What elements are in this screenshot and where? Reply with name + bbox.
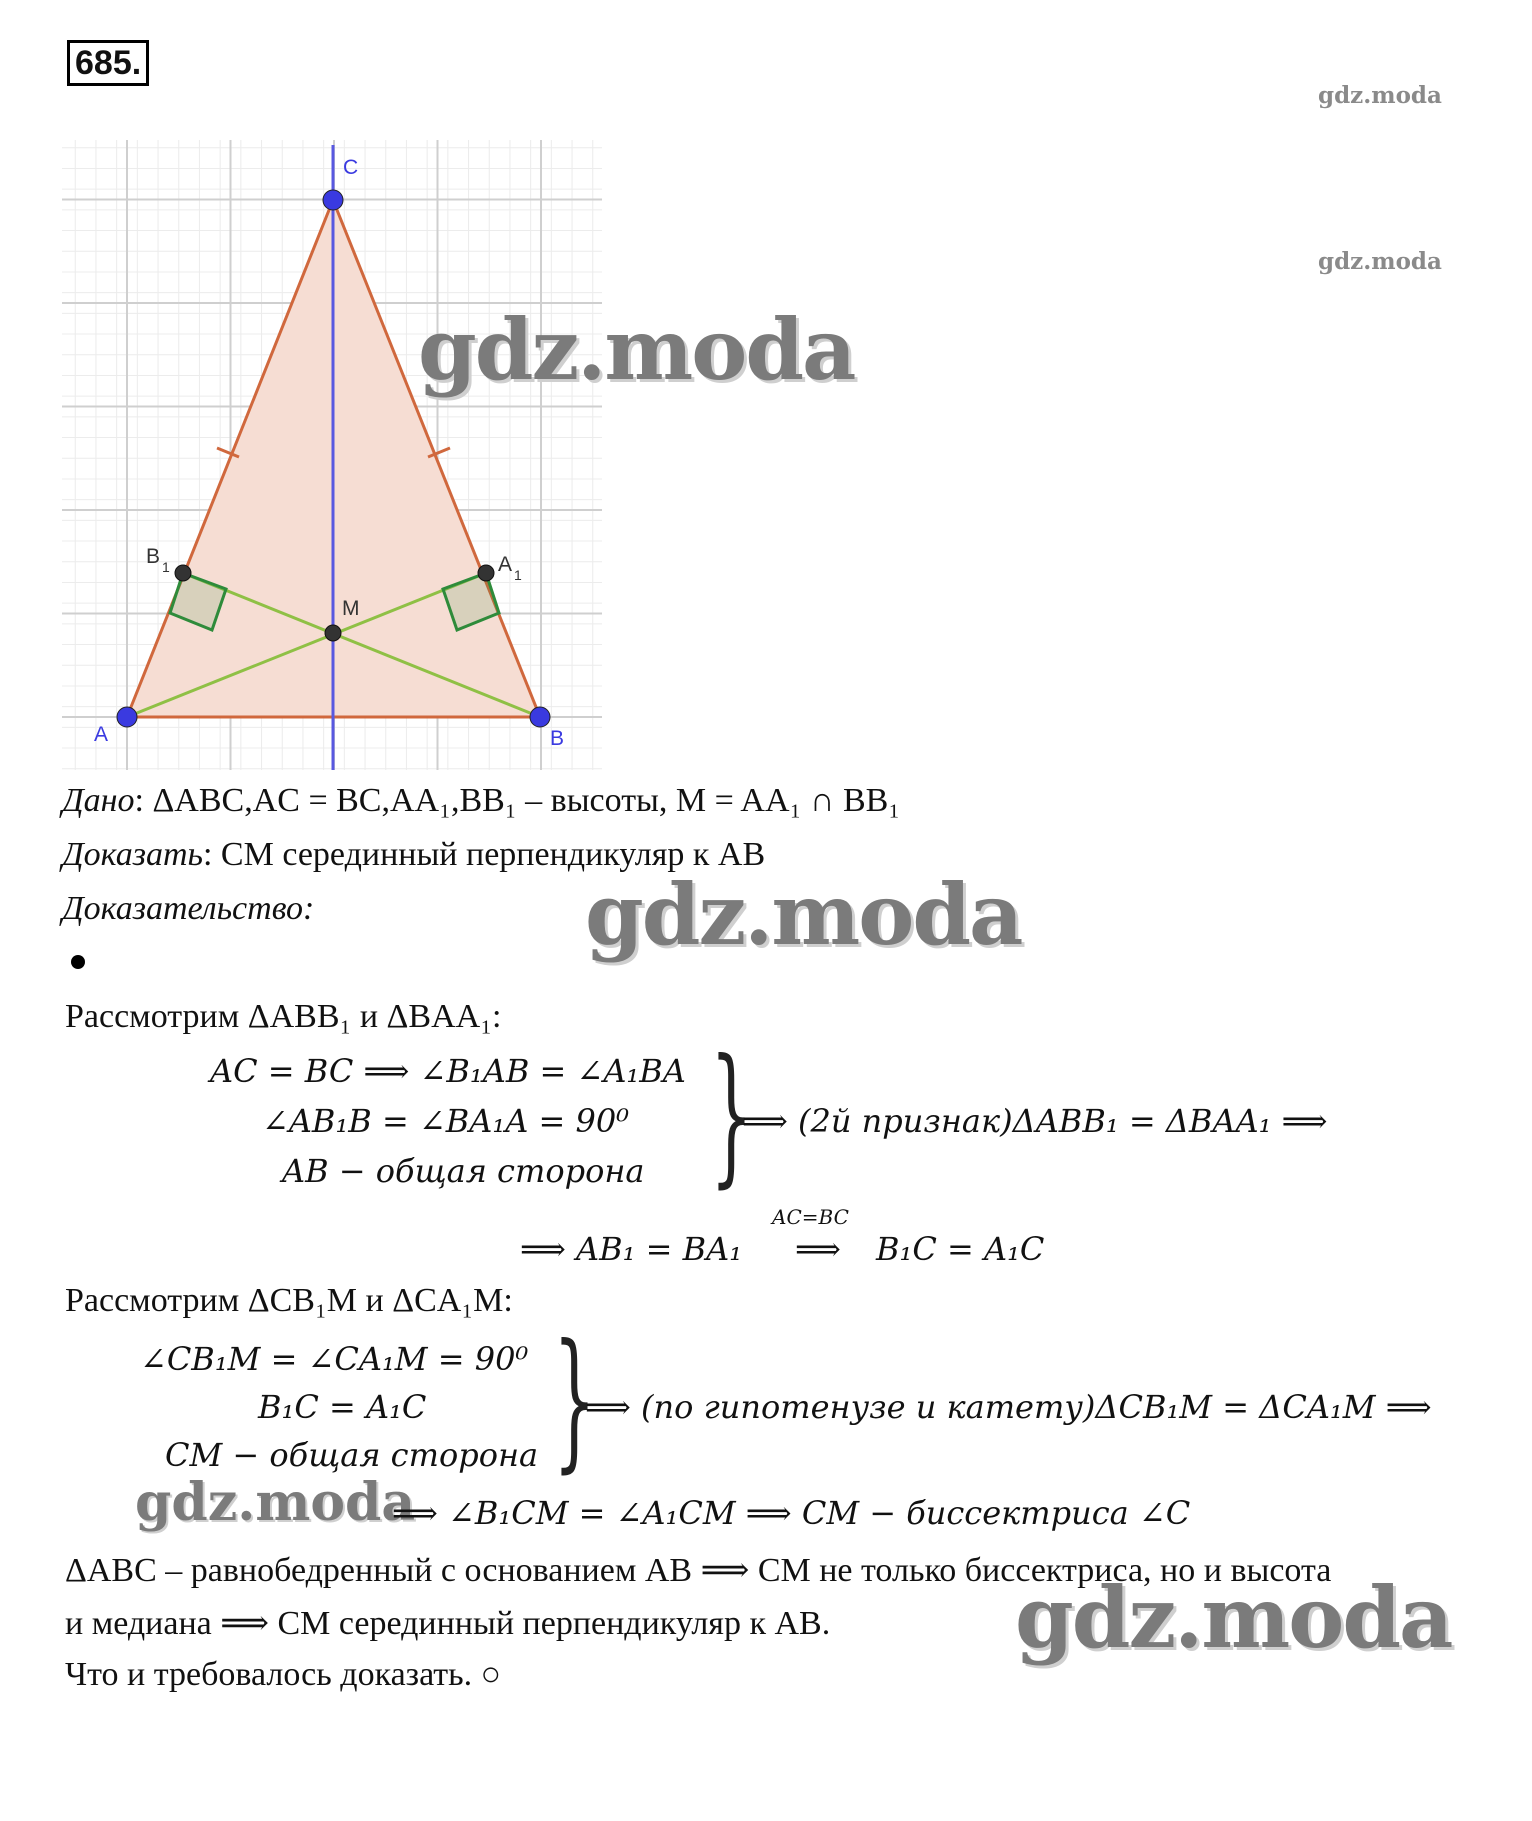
point-a — [117, 707, 137, 727]
step1-line-2: ∠AB₁B = ∠BA₁A = 90⁰ — [262, 1102, 630, 1140]
step1-conclusion: ⟹ (2й признак)ΔABB₁ = ΔBAA₁ ⟹ — [742, 1102, 1328, 1140]
prove-line — [62, 836, 765, 874]
proof-label: Доказательство: — [62, 890, 315, 927]
point-m — [325, 625, 341, 641]
label-b1: B — [146, 545, 161, 568]
watermark-big-2: gdz.moda — [585, 865, 1022, 964]
bullet — [71, 955, 85, 969]
step1-intro: Рассмотрим ΔABB₁ и ΔBAA₁: — [65, 998, 502, 1035]
watermark-mid: gdz.moda — [135, 1472, 416, 1533]
label-m: M — [342, 597, 360, 620]
step2-line-1: ∠CB₁M = ∠CA₁M = 90⁰ — [140, 1340, 529, 1378]
task-number: 685. — [67, 40, 149, 86]
final-line-3: Что и требовалось доказать. ○ — [65, 1656, 502, 1693]
step1-result-left: ⟹ AB₁ = BA₁ — [520, 1230, 743, 1268]
given-line — [62, 782, 900, 820]
given-label: Дано — [62, 782, 135, 819]
step1-result-arrow: ⟹ — [795, 1230, 841, 1268]
watermark-small-mid: gdz.moda — [1318, 248, 1442, 275]
point-b — [530, 707, 550, 727]
step1-result-right: B₁C = A₁C — [876, 1230, 1045, 1268]
watermark-small-top: gdz.moda — [1318, 82, 1442, 109]
final-line-1: ΔABC – равнобедренный с основанием AB ⟹ CM не только биссектриса, но и высота — [65, 1552, 1332, 1589]
point-c — [323, 190, 343, 210]
final-line-2: и медиана ⟹ CM серединный перпендикуляр к AB. — [65, 1605, 831, 1642]
right-brace-2: } — [553, 1313, 596, 1487]
prove-text: : CM серединный перпендикуляр к AB — [202, 836, 766, 873]
label-a1-sub: 1 — [514, 567, 522, 583]
label-a1: A — [498, 553, 513, 576]
point-b1 — [175, 565, 191, 581]
step1-line-3: AB − общая сторона — [282, 1152, 645, 1190]
right-brace-1: } — [710, 1028, 753, 1202]
point-a1 — [478, 565, 494, 581]
label-b1-sub: 1 — [162, 559, 170, 575]
step1-line-1: AC = BC ⟹ ∠B₁AB = ∠A₁BA — [210, 1052, 686, 1090]
step2-conclusion: ⟹ (по гипотенузе и катету)ΔCB₁M = ΔCA₁M ⟹ — [585, 1388, 1432, 1426]
step2-intro: Рассмотрим ΔCB₁M и ΔCA₁M: — [65, 1282, 513, 1319]
step2-result: ⟹ ∠B₁CM = ∠A₁CM ⟹ CM − биссектриса ∠C — [392, 1494, 1191, 1532]
label-a: A — [94, 723, 109, 746]
step2-line-2: B₁C = A₁C — [258, 1388, 427, 1426]
step2-line-3: CM − общая сторона — [165, 1436, 539, 1474]
geometry-figure — [62, 140, 602, 770]
label-b: B — [550, 727, 565, 750]
watermark-big-1: gdz.moda — [418, 300, 855, 399]
step1-result-over: AC=BC — [772, 1205, 849, 1229]
prove-label: Доказать — [62, 836, 203, 873]
label-c: C — [343, 156, 359, 179]
watermark-big-3: gdz.moda — [1015, 1568, 1452, 1667]
given-text: : ΔABC,AC = BC,AA₁,BB₁ – высоты, M = AA₁ ∩ BB₁ — [134, 782, 901, 819]
